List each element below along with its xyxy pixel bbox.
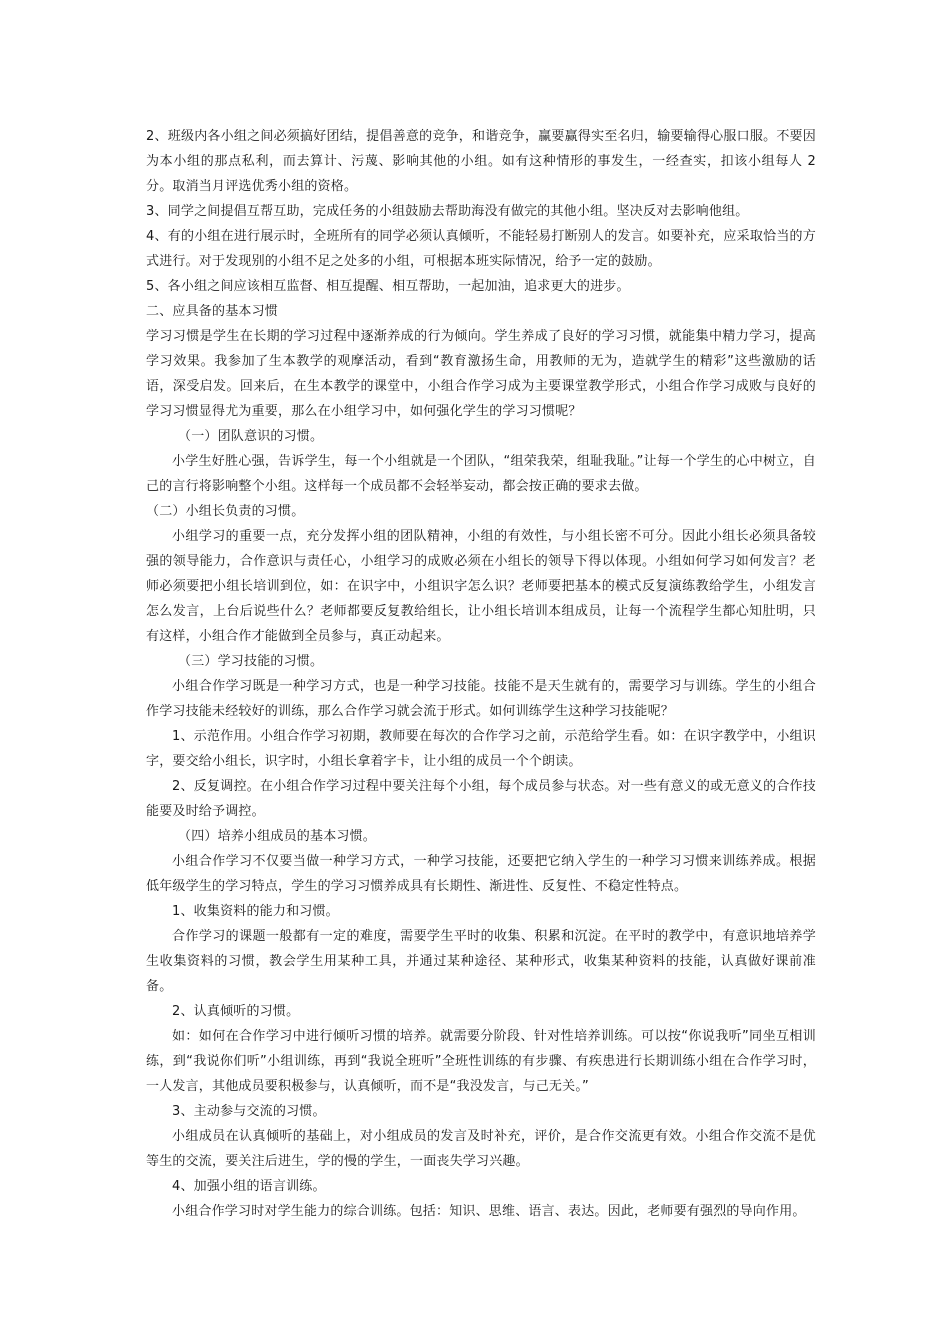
- section-heading-basic-habits: 二、应具备的基本习惯: [146, 304, 279, 319]
- paragraph-language-training: 小组合作学习时对学生能力的综合训练。包括：知识、思维、语言、表达。因此，老师要有强烈的导向作用。: [172, 1204, 806, 1219]
- item-listening: 2、认真倾听的习惯。: [172, 1004, 300, 1019]
- paragraph-rule-3: 3、同学之间提倡互帮互助，完成任务的小组鼓励去帮助海没有做完的其他小组。坚决反对去影响他组。: [146, 204, 749, 219]
- paragraph-rule-2: 2、班级内各小组之间必须搞好团结，提倡善意的竞争，和谐竞争，赢要赢得实至名归，输要输得心服口服。不要因为本小组的那点私利，而去算计、污蔑、影响其他的小组。如有这种情形的事发生，一经查实，扣该小组每人 2 分。取消当月评选优秀小组的资格。: [146, 129, 816, 194]
- paragraph-group-leader: 小组学习的重要一点，充分发挥小组的团队精神，小组的有效性，与小组长密不可分。因此小组长必须具备较强的领导能力，合作意识与责任心，小组学习的成败必须在小组长的领导下得以体现。小组如何学习如何发言？老师必须要把小组长培训到位，如：在识字中，小组识字怎么识？老师要把基本的模式反复演练教给学生，小组发言怎么发言，上台后说些什么？老师都要反复教给组长，让小组长培训本组成员，让每一个流程学生都心知肚明，只有这样，小组合作才能做到全员参与，真正动起来。: [146, 529, 816, 644]
- paragraph-rule-5: 5、各小组之间应该相互监督、相互提醒、相互帮助，一起加油，追求更大的进步。: [146, 279, 630, 294]
- item-collect-materials: 1、收集资料的能力和习惯。: [172, 904, 339, 919]
- subheading-group-leader: （二）小组长负责的习惯。: [146, 504, 305, 519]
- paragraph-intro: 学习习惯是学生在长期的学习过程中逐渐养成的行为倾向。学生养成了良好的学习习惯，就能集中精力学习，提高学习效果。我参加了生本教学的观摩活动，看到“教育激扬生命，用教师的无为，造就学生的精彩”这些激励的话语，深受启发。回来后，在生本教学的课堂中，小组合作学习成为主要课堂教学形式，小组合作学习成败与良好的学习习惯显得尤为重要，那么在小组学习中，如何强化学生的学习习惯呢？: [146, 329, 816, 419]
- subheading-team-awareness: （一）团队意识的习惯。: [178, 429, 324, 444]
- paragraph-team-awareness: 小学生好胜心强，告诉学生，每一个小组就是一个团队，“组荣我荣，组耻我耻。”让每一个学生的心中树立，自己的言行将影响整个小组。这样每一个成员都不会轻举妄动，都会按正确的要求去做。: [146, 454, 816, 494]
- subheading-learning-skills: （三）学习技能的习惯。: [178, 654, 324, 669]
- subheading-member-habits: （四）培养小组成员的基本习惯。: [178, 829, 377, 844]
- paragraph-rule-4: 4、有的小组在进行展示时，全班所有的同学必须认真倾听，不能轻易打断别人的发言。如要补充，应采取恰当的方式进行。对于发现别的小组不足之处多的小组，可根据本班实际情况，给予一定的鼓励。: [146, 229, 816, 269]
- item-participation: 3、主动参与交流的习惯。: [172, 1104, 326, 1119]
- paragraph-demonstration: 1、示范作用。小组合作学习初期，教师要在每次的合作学习之前，示范给学生看。如：在识字教学中，小组识字，要交给小组长，识字时，小组长拿着字卡，让小组的成员一个个朗读。: [146, 729, 816, 769]
- item-language-training: 4、加强小组的语言训练。: [172, 1179, 326, 1194]
- paragraph-collect-materials: 合作学习的课题一般都有一定的难度，需要学生平时的收集、积累和沉淀。在平时的教学中，有意识地培养学生收集资料的习惯，教会学生用某种工具，并通过某种途径、某种形式，收集某种资料的技能，认真做好课前准备。: [146, 929, 816, 994]
- paragraph-learning-skills: 小组合作学习既是一种学习方式，也是一种学习技能。技能不是天生就有的，需要学习与训练。学生的小组合作学习技能未经较好的训练，那么合作学习就会流于形式。如何训练学生这种学习技能呢？: [146, 679, 816, 719]
- document-body: [146, 124, 816, 1224]
- paragraph-member-habits: 小组合作学习不仅要当做一种学习方式，一种学习技能，还要把它纳入学生的一种学习习惯来训练养成。根据低年级学生的学习特点，学生的学习习惯养成具有长期性、渐进性、反复性、不稳定性特点。: [146, 854, 816, 894]
- paragraph-participation: 小组成员在认真倾听的基础上，对小组成员的发言及时补充，评价，是合作交流更有效。小组合作交流不是优等生的交流，要关注后进生，学的慢的学生，一面丧失学习兴趣。: [146, 1129, 816, 1169]
- paragraph-regulation: 2、反复调控。在小组合作学习过程中要关注每个小组，每个成员参与状态。对一些有意义的或无意义的合作技能要及时给予调控。: [146, 779, 816, 819]
- paragraph-listening: 如：如何在合作学习中进行倾听习惯的培养。就需要分阶段、针对性培养训练。可以按“你说我听”同坐互相训练，到“我说你们听”小组训练，再到“我说全班听”全班性训练的有步骤、有疾患进行长期训练小组在合作学习时，一人发言，其他成员要积极参与，认真倾听，而不是“我没发言，与己无关。”: [146, 1029, 816, 1094]
